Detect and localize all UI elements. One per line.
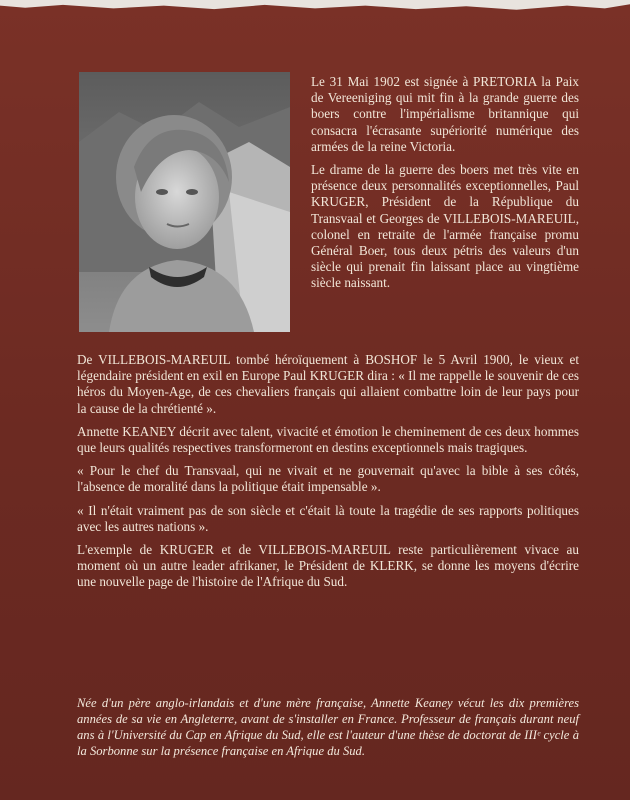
quote-paragraph-2: « Il n'était vraiment pas de son siècle et c'était là toute la tragédie de ses rapports politiques avec les autres nations ». [77,502,579,534]
intro-column [311,74,579,299]
quote-paragraph-1: « Pour le chef du Transvaal, qui ne vivait et ne gouvernait qu'avec la bible à ses côtés, l'absence de moralité dans la politique était impensable ». [77,463,579,495]
intro-paragraph-1: Le 31 Mai 1902 est signée à PRETORIA la Paix de Vereeniging qui mit fin à la grande guerre des boers contre l'impérialisme britannique qui consacra l'écrasante supériorité numérique des armées de la reine Victoria. [311,74,579,154]
torn-edge [0,0,630,14]
intro-paragraph-2: Le drame de la guerre des boers met très vite en présence deux personnalités exceptionnelles, Paul KRUGER, Président de la République du Transvaal et Georges de VILLEBOIS-MAREUIL, colonel en retraite de l'armée française promu Général Boer, tous deux pétris des valeurs d'un siècle qui prenait fin laissant place au vingtième siècle naissant. [311,162,579,291]
author-portrait [79,72,290,332]
body-paragraph-3: L'exemple de KRUGER et de VILLEBOIS-MAREUIL reste particulièrement vivace au moment où un autre leader afrikaner, le Président de KLERK, se donne les moyens d'écrire une nouvelle page de l'histoire de l'Afrique du Sud. [77,542,579,590]
body-paragraph-1: De VILLEBOIS-MAREUIL tombé héroïquement à BOSHOF le 5 Avril 1900, le vieux et légendaire président en exil en Europe Paul KRUGER dira : « Il me rappelle le souvenir de ces héros du Moyen-Age, de ces chevaliers français qui allaient combattre loin de leur pays pour la cause de la chrétienté ». [77,352,579,416]
author-bio: Née d'un père anglo-irlandais et d'une mère française, Annette Keaney vécut les dix premières années de sa vie en Angleterre, avant de s'installer en France. Professeur de français durant neuf ans à l'Université du Cap en Afrique du Sud, elle est l'auteur d'une thèse de doctorat de IIIᵉ cycle à la Sorbonne sur la présence française en Afrique du Sud. [77,695,579,758]
body-paragraph-2: Annette KEANEY décrit avec talent, vivacité et émotion le cheminement de ces deux hommes que leurs qualités respectives transformeront en destins exceptionnels mais tragiques. [77,423,579,456]
body-text [77,352,579,598]
